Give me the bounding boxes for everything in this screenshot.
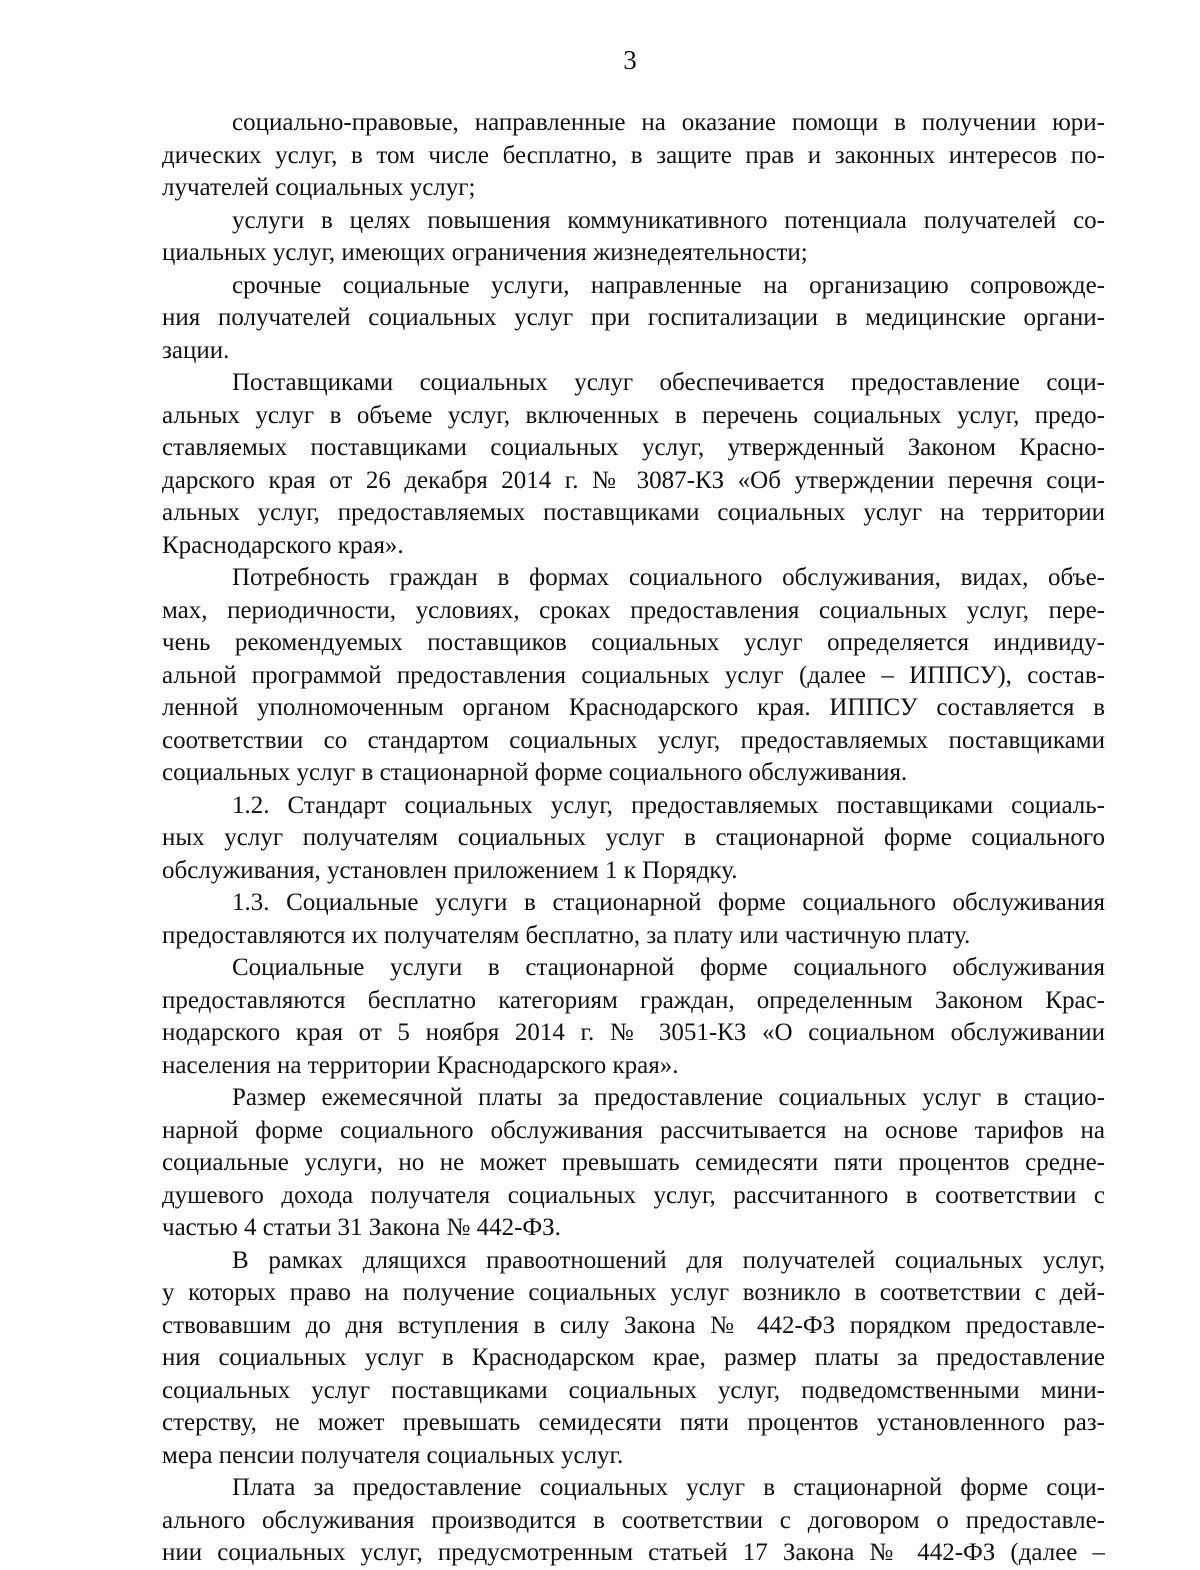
paragraph	[162, 367, 1105, 562]
text-line: 1.2. Стандарт социальных услуг, предоставляемых поставщиками социаль-	[232, 791, 1105, 819]
text-line: частью 4 статьи 31 Закона № 442-ФЗ.	[162, 1214, 561, 1241]
text-line: ния социальных услуг в Краснодарском крае, размер платы за предоставление	[162, 1344, 1105, 1371]
text-line: 1.3. Социальные услуги в стационарной форме социального обслуживания	[232, 889, 1105, 916]
text-line: Потребность граждан в формах социального обслуживания, видах, объе-	[232, 564, 1105, 591]
text-line: населения на территории Краснодарского края».	[162, 1051, 679, 1079]
paragraph	[162, 790, 1105, 888]
text-line: альной программой предоставления социальных услуг (далее – ИППСУ), состав-	[162, 661, 1105, 689]
paragraph	[162, 562, 1105, 790]
text-line: Размер ежемесячной платы за предоставление социальных услуг в стацио-	[232, 1084, 1105, 1111]
text-line: социальные услуги, но не может превышать семидесяти пяти процентов средне-	[162, 1149, 1105, 1176]
text-line: дарского края от 26 декабря 2014 г. № 3087-КЗ «Об утверждении перечня соци-	[162, 466, 1105, 494]
text-line: душевого дохода получателя социальных услуг, рассчитанного в соответствии с	[162, 1181, 1105, 1209]
paragraph	[162, 205, 1105, 270]
text-line: социальных услуг в стационарной форме социального обслуживания.	[162, 759, 908, 786]
paragraph	[162, 270, 1105, 368]
text-line: Поставщиками социальных услуг обеспечивается предоставление соци-	[232, 369, 1105, 396]
text-line: Плата за предоставление социальных услуг в стационарной форме соци-	[232, 1474, 1105, 1501]
text-line: зации.	[162, 336, 230, 364]
text-line: альных услуг в объеме услуг, включенных в перечень социальных услуг, предо-	[162, 401, 1105, 429]
paragraph	[162, 1245, 1105, 1473]
text-line: соответствии со стандартом социальных услуг, предоставляемых поставщиками	[162, 726, 1105, 754]
text-line: мера пенсии получателя социальных услуг.	[162, 1441, 624, 1469]
text-line: дических услуг, в том числе бесплатно, в защите прав и законных интересов по-	[162, 141, 1105, 169]
text-line: Социальные услуги в стационарной форме социального обслуживания	[232, 954, 1105, 981]
text-line: социальных услуг поставщиками социальных услуг, подведомственными мини-	[162, 1376, 1105, 1404]
text-line: мах, периодичности, условиях, сроках предоставления социальных услуг, пере-	[162, 596, 1105, 624]
paragraph	[162, 952, 1105, 1082]
text-line: ствовавшим до дня вступления в силу Закона № 442-ФЗ порядком предоставле-	[162, 1311, 1105, 1339]
text-line: нии социальных услуг, предусмотренным статьей 17 Закона № 442-ФЗ (далее –	[162, 1539, 1105, 1566]
text-line: ленной уполномоченным органом Краснодарского края. ИППСУ составляется в	[162, 694, 1105, 721]
page-number: 3	[623, 45, 637, 75]
paragraph	[162, 887, 1105, 952]
text-line: Краснодарского края».	[162, 531, 404, 559]
text-line: альных услуг, предоставляемых поставщиками социальных услуг на территории	[162, 499, 1105, 526]
text-line: ставляемых поставщиками социальных услуг, утвержденный Законом Красно-	[162, 434, 1105, 461]
text-line: стерству, не может превышать семидесяти пяти процентов установленного раз-	[162, 1409, 1105, 1436]
document-body	[162, 107, 1105, 1570]
text-line: нодарского края от 5 ноября 2014 г. № 3051-КЗ «О социальном обслуживании	[162, 1019, 1105, 1046]
text-line: социально-правовые, направленные на оказание помощи в получении юри-	[232, 109, 1105, 136]
text-line: чень рекомендуемых поставщиков социальных услуг определяется индивиду-	[162, 629, 1105, 656]
paragraph	[162, 1472, 1105, 1570]
text-line: ния получателей социальных услуг при госпитализации в медицинские органи-	[162, 304, 1105, 331]
text-line: лучателей социальных услуг;	[162, 174, 476, 201]
text-line: циальных услуг, имеющих ограничения жизнедеятельности;	[162, 239, 808, 266]
text-line: предоставляются бесплатно категориям граждан, определенным Законом Крас-	[162, 986, 1105, 1014]
text-line: у которых право на получение социальных услуг возникло в соответствии с дей-	[162, 1279, 1105, 1306]
text-line: ального обслуживания производится в соответствии с договором о предоставле-	[162, 1506, 1105, 1534]
text-line: обслуживания, установлен приложением 1 к Порядку.	[162, 856, 738, 884]
text-line: услуги в целях повышения коммуникативного потенциала получателей со-	[232, 206, 1105, 234]
text-line: В рамках длящихся правоотношений для получателей социальных услуг,	[232, 1246, 1105, 1274]
text-line: предоставляются их получателям бесплатно, за плату или частичную плату.	[162, 921, 971, 949]
text-line: срочные социальные услуги, направленные на организацию сопровожде-	[232, 271, 1105, 299]
text-line: ных услуг получателям социальных услуг в стационарной форме социального	[162, 824, 1105, 851]
paragraph	[162, 107, 1105, 205]
text-line: нарной форме социального обслуживания рассчитывается на основе тарифов на	[162, 1116, 1105, 1144]
paragraph	[162, 1082, 1105, 1245]
